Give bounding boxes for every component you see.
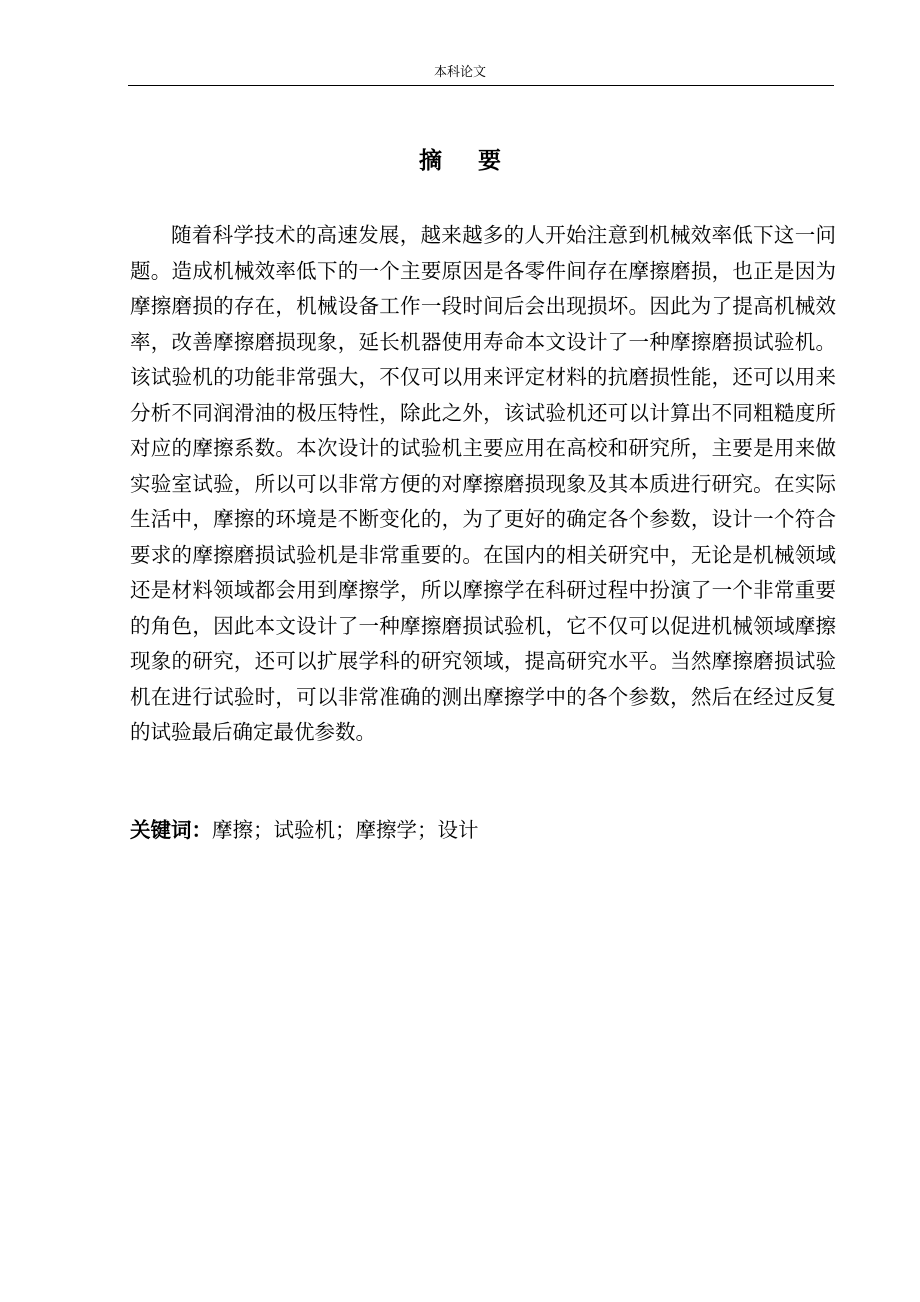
keywords-list: 摩擦；试验机；摩擦学；设计 — [212, 818, 479, 842]
header-divider — [128, 85, 834, 86]
abstract-paragraph: 随着科学技术的高速发展，越来越多的人开始注意到机械效率低下这一问题。造成机械效率低下的一个主要原因是各零件间存在摩擦磨损，也正是因为摩擦磨损的存在，机械设备工作一段时间后会出现损坏。因此为了提高机械效率，改善摩擦磨损现象，延长机器使用寿命本文设计了一种摩擦磨损试验机。该试验机的功能非常强大，不仅可以用来评定材料的抗磨损性能，还可以用来分析不同润滑油的极压特性，除此之外，该试验机还可以计算出不同粗糙度所对应的摩擦系数。本次设计的试验机主要应用在高校和研究所，主要是用来做实验室试验，所以可以非常方便的对摩擦磨损现象及其本质进行研究。在实际生活中，摩擦的环境是不断变化的，为了更好的确定各个参数，设计一个符合要求的摩擦磨损试验机是非常重要的。在国内的相关研究中，无论是机械领域还是材料领域都会用到摩擦学，所以摩擦学在科研过程中扮演了一个非常重要的角色，因此本文设计了一种摩擦磨损试验机，它不仅可以促进机械领域摩擦现象的研究，还可以扩展学科的研究领域，提高研究水平。当然摩擦磨损试验机在进行试验时，可以非常准确的测出摩擦学中的各个参数，然后在经过反复的试验最后确定最优参数。 — [130, 223, 836, 744]
running-header: 本科论文 — [433, 65, 486, 80]
abstract-title: 摘要 — [419, 148, 537, 174]
keywords-line — [130, 813, 836, 848]
keywords-label: 关键词： — [130, 818, 212, 842]
